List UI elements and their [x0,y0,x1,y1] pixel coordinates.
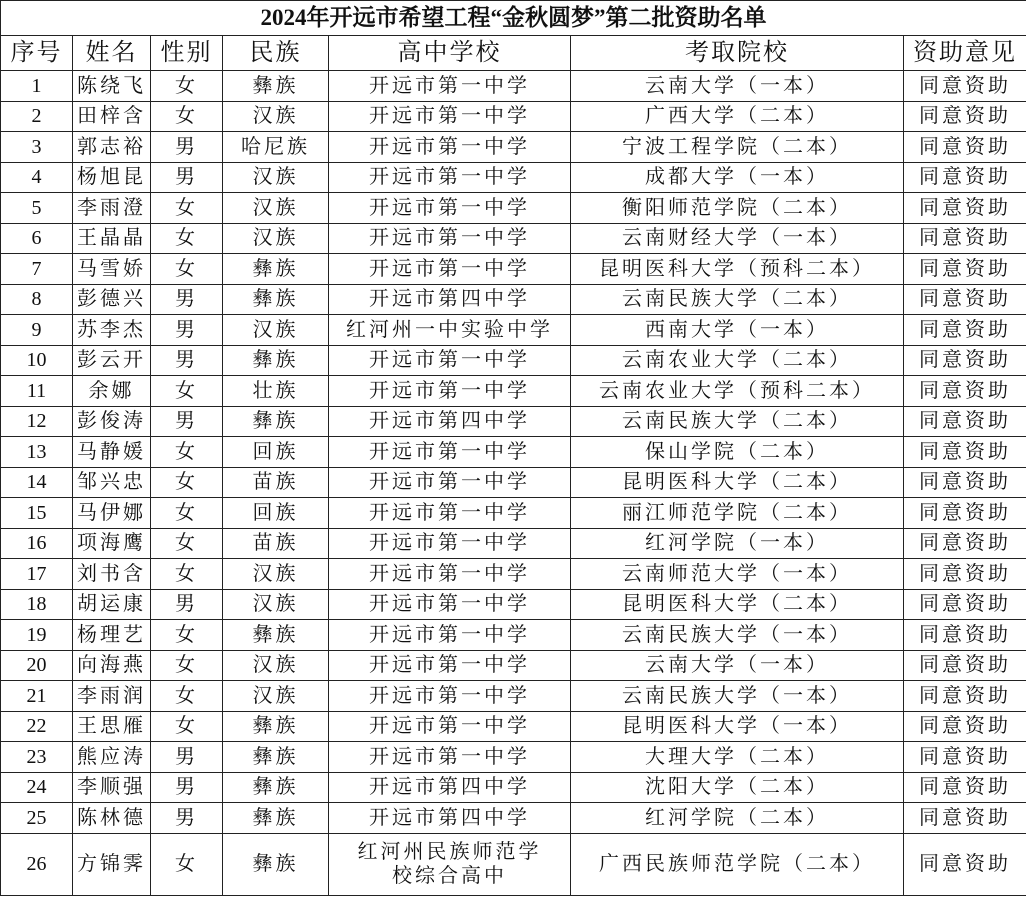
cell-gender: 男 [151,772,223,803]
cell-name: 向海燕 [73,650,151,681]
cell-ethnicity: 汉族 [223,223,329,254]
table-row [1,254,1026,285]
cell-admitted-college: 保山学院（二本） [571,437,904,468]
cell-gender: 男 [151,162,223,193]
cell-admitted-college: 昆明医科大学（预科二本） [571,254,904,285]
cell-name: 陈绕飞 [73,71,151,102]
cell-ethnicity: 汉族 [223,681,329,712]
cell-high-school: 开远市第一中学 [329,559,571,590]
cell-ethnicity: 回族 [223,498,329,529]
table-row [1,467,1026,498]
cell-high-school: 开远市第一中学 [329,101,571,132]
cell-high-school: 开远市第一中学 [329,71,571,102]
cell-ethnicity: 汉族 [223,650,329,681]
cell-high-school: 开远市第一中学 [329,162,571,193]
table-row [1,589,1026,620]
cell-decision: 同意资助 [904,589,1026,620]
table-row [1,132,1026,163]
cell-decision: 同意资助 [904,681,1026,712]
cell-ethnicity: 汉族 [223,193,329,224]
table-row [1,498,1026,529]
cell-gender: 女 [151,71,223,102]
cell-ethnicity: 苗族 [223,467,329,498]
cell-gender: 女 [151,681,223,712]
cell-high-school: 开远市第四中学 [329,406,571,437]
cell-index: 13 [1,437,73,468]
cell-high-school: 开远市第一中学 [329,650,571,681]
cell-index: 7 [1,254,73,285]
cell-ethnicity: 彝族 [223,284,329,315]
header-decision: 资助意见 [904,36,1026,71]
cell-decision: 同意资助 [904,742,1026,773]
cell-name: 彭德兴 [73,284,151,315]
cell-gender: 女 [151,101,223,132]
cell-gender: 男 [151,132,223,163]
cell-index: 11 [1,376,73,407]
cell-name: 马静媛 [73,437,151,468]
cell-name: 熊应涛 [73,742,151,773]
cell-decision: 同意资助 [904,101,1026,132]
cell-ethnicity: 汉族 [223,162,329,193]
cell-ethnicity: 彝族 [223,833,329,895]
table-row [1,345,1026,376]
cell-ethnicity: 彝族 [223,742,329,773]
cell-index: 23 [1,742,73,773]
header-high-school: 高中学校 [329,36,571,71]
cell-ethnicity: 哈尼族 [223,132,329,163]
cell-decision: 同意资助 [904,254,1026,285]
header-row [1,36,1026,71]
cell-ethnicity: 彝族 [223,345,329,376]
header-name: 姓名 [73,36,151,71]
cell-gender: 女 [151,559,223,590]
cell-index: 17 [1,559,73,590]
cell-admitted-college: 云南大学（一本） [571,71,904,102]
cell-admitted-college: 昆明医科大学（二本） [571,589,904,620]
cell-ethnicity: 苗族 [223,528,329,559]
cell-gender: 女 [151,711,223,742]
cell-ethnicity: 壮族 [223,376,329,407]
cell-name: 余娜 [73,376,151,407]
cell-index: 18 [1,589,73,620]
cell-decision: 同意资助 [904,559,1026,590]
cell-index: 1 [1,71,73,102]
cell-decision: 同意资助 [904,162,1026,193]
cell-name: 项海鹰 [73,528,151,559]
cell-decision: 同意资助 [904,71,1026,102]
cell-index: 8 [1,284,73,315]
cell-decision: 同意资助 [904,772,1026,803]
cell-high-school: 开远市第四中学 [329,803,571,834]
cell-index: 16 [1,528,73,559]
cell-high-school: 开远市第一中学 [329,345,571,376]
cell-index: 3 [1,132,73,163]
cell-admitted-college: 宁波工程学院（二本） [571,132,904,163]
cell-ethnicity: 彝族 [223,772,329,803]
cell-name: 马伊娜 [73,498,151,529]
cell-gender: 女 [151,620,223,651]
cell-ethnicity: 彝族 [223,254,329,285]
cell-decision: 同意资助 [904,650,1026,681]
cell-gender: 男 [151,589,223,620]
table-row [1,650,1026,681]
cell-high-school: 开远市第一中学 [329,193,571,224]
cell-high-school: 开远市第一中学 [329,376,571,407]
cell-name: 陈林德 [73,803,151,834]
cell-ethnicity: 彝族 [223,620,329,651]
cell-admitted-college: 云南民族大学（一本） [571,681,904,712]
cell-ethnicity: 汉族 [223,101,329,132]
header-gender: 性别 [151,36,223,71]
table-row [1,71,1026,102]
cell-index: 19 [1,620,73,651]
cell-gender: 男 [151,284,223,315]
cell-decision: 同意资助 [904,345,1026,376]
cell-name: 李雨润 [73,681,151,712]
cell-decision: 同意资助 [904,620,1026,651]
table-row [1,711,1026,742]
cell-index: 9 [1,315,73,346]
cell-name: 彭俊涛 [73,406,151,437]
cell-admitted-college: 云南财经大学（一本） [571,223,904,254]
cell-name: 彭云开 [73,345,151,376]
cell-gender: 男 [151,345,223,376]
cell-name: 王晶晶 [73,223,151,254]
table-row [1,681,1026,712]
cell-high-school: 开远市第一中学 [329,589,571,620]
cell-name: 田梓含 [73,101,151,132]
cell-name: 刘书含 [73,559,151,590]
cell-high-school: 开远市第一中学 [329,681,571,712]
cell-admitted-college: 云南大学（一本） [571,650,904,681]
cell-admitted-college: 广西民族师范学院（二本） [571,833,904,895]
cell-decision: 同意资助 [904,406,1026,437]
cell-high-school: 开远市第一中学 [329,437,571,468]
cell-admitted-college: 昆明医科大学（二本） [571,467,904,498]
cell-gender: 女 [151,223,223,254]
cell-ethnicity: 彝族 [223,406,329,437]
cell-index: 24 [1,772,73,803]
cell-decision: 同意资助 [904,193,1026,224]
cell-decision: 同意资助 [904,803,1026,834]
cell-ethnicity: 彝族 [223,711,329,742]
cell-high-school: 红河州民族师范学校综合高中 [329,833,571,895]
document-title: 2024年开远市希望工程“金秋圆梦”第二批资助名单 [1,1,1026,36]
cell-ethnicity: 回族 [223,437,329,468]
cell-admitted-college: 红河学院（一本） [571,528,904,559]
cell-ethnicity: 汉族 [223,315,329,346]
cell-index: 15 [1,498,73,529]
cell-admitted-college: 广西大学（二本） [571,101,904,132]
cell-gender: 男 [151,803,223,834]
cell-high-school: 开远市第一中学 [329,223,571,254]
table-row [1,742,1026,773]
table-row [1,833,1026,895]
cell-high-school: 开远市第一中学 [329,711,571,742]
table-row [1,620,1026,651]
table-row [1,406,1026,437]
cell-high-school: 开远市第四中学 [329,772,571,803]
cell-index: 6 [1,223,73,254]
header-admitted-college: 考取院校 [571,36,904,71]
cell-gender: 男 [151,315,223,346]
cell-index: 5 [1,193,73,224]
cell-gender: 女 [151,437,223,468]
cell-decision: 同意资助 [904,284,1026,315]
cell-admitted-college: 云南民族大学（二本） [571,284,904,315]
cell-gender: 女 [151,833,223,895]
cell-high-school: 红河州一中实验中学 [329,315,571,346]
cell-index: 4 [1,162,73,193]
cell-high-school: 开远市第一中学 [329,254,571,285]
table-row [1,223,1026,254]
cell-gender: 男 [151,406,223,437]
cell-high-school: 开远市第四中学 [329,284,571,315]
cell-name: 杨理艺 [73,620,151,651]
cell-decision: 同意资助 [904,437,1026,468]
table-row [1,437,1026,468]
table-row [1,376,1026,407]
cell-admitted-college: 成都大学（一本） [571,162,904,193]
cell-name: 李顺强 [73,772,151,803]
cell-gender: 女 [151,254,223,285]
cell-ethnicity: 彝族 [223,803,329,834]
cell-index: 21 [1,681,73,712]
cell-name: 杨旭昆 [73,162,151,193]
cell-gender: 女 [151,528,223,559]
cell-gender: 女 [151,650,223,681]
cell-index: 20 [1,650,73,681]
cell-name: 苏李杰 [73,315,151,346]
cell-admitted-college: 衡阳师范学院（二本） [571,193,904,224]
cell-decision: 同意资助 [904,376,1026,407]
cell-admitted-college: 西南大学（一本） [571,315,904,346]
cell-ethnicity: 汉族 [223,589,329,620]
cell-high-school: 开远市第一中学 [329,498,571,529]
cell-gender: 女 [151,376,223,407]
cell-high-school: 开远市第一中学 [329,528,571,559]
cell-decision: 同意资助 [904,467,1026,498]
cell-gender: 女 [151,467,223,498]
cell-decision: 同意资助 [904,132,1026,163]
cell-admitted-college: 云南农业大学（二本） [571,345,904,376]
cell-index: 12 [1,406,73,437]
cell-name: 胡运康 [73,589,151,620]
cell-admitted-college: 云南师范大学（一本） [571,559,904,590]
cell-name: 方锦霁 [73,833,151,895]
cell-admitted-college: 云南民族大学（一本） [571,620,904,651]
cell-name: 邹兴忠 [73,467,151,498]
cell-name: 李雨澄 [73,193,151,224]
table-row [1,193,1026,224]
cell-admitted-college: 昆明医科大学（一本） [571,711,904,742]
table-row [1,803,1026,834]
table-row [1,559,1026,590]
cell-admitted-college: 云南民族大学（二本） [571,406,904,437]
cell-decision: 同意资助 [904,498,1026,529]
cell-index: 2 [1,101,73,132]
cell-index: 22 [1,711,73,742]
cell-index: 14 [1,467,73,498]
cell-index: 10 [1,345,73,376]
table-row [1,528,1026,559]
cell-decision: 同意资助 [904,315,1026,346]
cell-admitted-college: 丽江师范学院（二本） [571,498,904,529]
cell-name: 王思雁 [73,711,151,742]
cell-high-school: 开远市第一中学 [329,742,571,773]
cell-name: 马雪娇 [73,254,151,285]
header-ethnicity: 民族 [223,36,329,71]
cell-decision: 同意资助 [904,711,1026,742]
cell-index: 25 [1,803,73,834]
table-row [1,162,1026,193]
cell-gender: 女 [151,193,223,224]
cell-admitted-college: 红河学院（二本） [571,803,904,834]
table-row [1,772,1026,803]
cell-admitted-college: 沈阳大学（二本） [571,772,904,803]
cell-ethnicity: 汉族 [223,559,329,590]
cell-high-school: 开远市第一中学 [329,467,571,498]
cell-decision: 同意资助 [904,833,1026,895]
cell-admitted-college: 大理大学（二本） [571,742,904,773]
cell-name: 郭志裕 [73,132,151,163]
cell-gender: 女 [151,498,223,529]
cell-index: 26 [1,833,73,895]
cell-high-school: 开远市第一中学 [329,132,571,163]
cell-gender: 男 [151,742,223,773]
table-row [1,315,1026,346]
header-index: 序号 [1,36,73,71]
table-row [1,284,1026,315]
table-row [1,101,1026,132]
cell-admitted-college: 云南农业大学（预科二本） [571,376,904,407]
cell-decision: 同意资助 [904,528,1026,559]
cell-ethnicity: 彝族 [223,71,329,102]
cell-high-school: 开远市第一中学 [329,620,571,651]
cell-decision: 同意资助 [904,223,1026,254]
